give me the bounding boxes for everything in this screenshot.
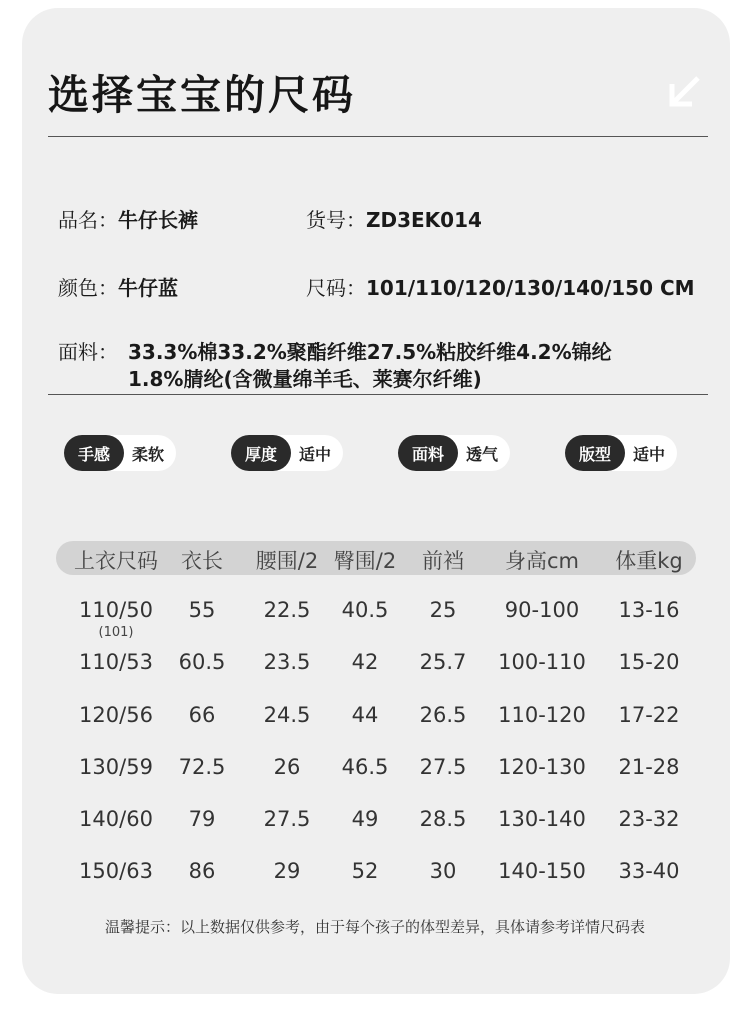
table-cell: 22.5: [263, 598, 311, 622]
table-cell: 150/63: [79, 859, 153, 883]
table-cell-subnote: (101): [98, 625, 134, 640]
color-label: 颜色：: [58, 276, 118, 300]
table-cell: 66: [188, 703, 216, 727]
table-cell: 21-28: [618, 755, 680, 779]
table-header-waist: 腰围/2: [255, 549, 319, 573]
table-cell: 110-120: [498, 703, 586, 727]
size-card: [22, 8, 730, 994]
table-cell: 46.5: [341, 755, 389, 779]
size-value: 101/110/120/130/140/150 CM: [366, 276, 695, 300]
tag-thickness-value: 适中: [299, 444, 332, 464]
fabric-composition: [58, 339, 612, 393]
tag-fabric-key: 面料: [398, 435, 458, 471]
product-name-value: 牛仔长裤: [118, 208, 198, 232]
table-cell: 140/60: [79, 807, 153, 831]
table-cell: 130/59: [79, 755, 153, 779]
table-cell: 23-32: [618, 807, 680, 831]
table-cell: 86: [188, 859, 216, 883]
tag-feel-value: 柔软: [132, 444, 165, 464]
tag-feel: [64, 435, 176, 471]
product-sku: [306, 204, 482, 233]
table-cell: 55: [188, 598, 216, 622]
table-cell: 120/56: [79, 703, 153, 727]
disclaimer-note: 温馨提示：以上数据仅供参考，由于每个孩子的体型差异，具体请参考详情尺码表: [104, 918, 645, 936]
product-sizes: [306, 272, 695, 301]
tag-thickness: [231, 435, 343, 471]
divider-top: [48, 136, 708, 137]
table-cell: 25.7: [419, 650, 467, 674]
table-cell: 100-110: [498, 650, 586, 674]
product-name-label: 品名：: [58, 208, 118, 232]
table-header-length: 衣长: [181, 549, 223, 573]
table-cell: 120-130: [498, 755, 586, 779]
page-title: 选择宝宝的尺码: [48, 71, 356, 119]
table-cell: 79: [188, 807, 216, 831]
tag-fabric: [398, 435, 510, 471]
table-cell: 33-40: [618, 859, 680, 883]
table-cell: 140-150: [498, 859, 586, 883]
table-cell: 52: [351, 859, 379, 883]
table-header-height: 身高cm: [504, 549, 580, 573]
table-cell: 72.5: [178, 755, 226, 779]
table-cell: 40.5: [341, 598, 389, 622]
table-header-top-size: 上衣尺码: [74, 549, 158, 573]
table-cell: 110/50: [79, 598, 153, 622]
sku-label: 货号：: [306, 208, 366, 232]
product-color: [58, 272, 178, 301]
table-cell: 49: [351, 807, 379, 831]
tag-fit-key: 版型: [565, 435, 625, 471]
table-header-front-rise: 前裆: [422, 549, 464, 573]
table-cell: 13-16: [618, 598, 680, 622]
size-label: 尺码：: [306, 276, 366, 300]
table-cell: 24.5: [263, 703, 311, 727]
table-cell: 28.5: [419, 807, 467, 831]
color-value: 牛仔蓝: [118, 276, 178, 300]
fabric-label: 面料：: [58, 340, 118, 364]
tag-fabric-value: 透气: [466, 444, 499, 464]
table-header-hip: 臀围/2: [333, 549, 397, 573]
table-cell: 110/53: [79, 650, 153, 674]
table-cell: 23.5: [263, 650, 311, 674]
table-header-weight: 体重kg: [615, 549, 683, 573]
table-cell: 30: [429, 859, 457, 883]
sku-value: ZD3EK014: [366, 208, 482, 232]
tag-feel-key: 手感: [64, 435, 124, 471]
table-cell: 44: [351, 703, 379, 727]
table-cell: 27.5: [263, 807, 311, 831]
table-cell: 42: [351, 650, 379, 674]
arrow-down-left-icon: [664, 72, 704, 112]
table-cell: 26: [273, 755, 301, 779]
divider-middle: [48, 394, 708, 395]
tag-thickness-key: 厚度: [231, 435, 291, 471]
fabric-line-2: 1.8%腈纶(含微量绵羊毛、莱赛尔纤维): [128, 367, 482, 391]
tag-fit-value: 适中: [633, 444, 666, 464]
table-cell: 130-140: [498, 807, 586, 831]
table-cell: 25: [429, 598, 457, 622]
table-cell: 27.5: [419, 755, 467, 779]
product-name: [58, 204, 198, 233]
tag-fit: [565, 435, 677, 471]
table-cell: 17-22: [618, 703, 680, 727]
table-cell: 15-20: [618, 650, 680, 674]
table-cell: 90-100: [504, 598, 580, 622]
table-cell: 26.5: [419, 703, 467, 727]
table-cell: 29: [273, 859, 301, 883]
fabric-line-1: 33.3%棉33.2%聚酯纤维27.5%粘胶纤维4.2%锦纶: [128, 340, 612, 364]
table-cell: 60.5: [178, 650, 226, 674]
